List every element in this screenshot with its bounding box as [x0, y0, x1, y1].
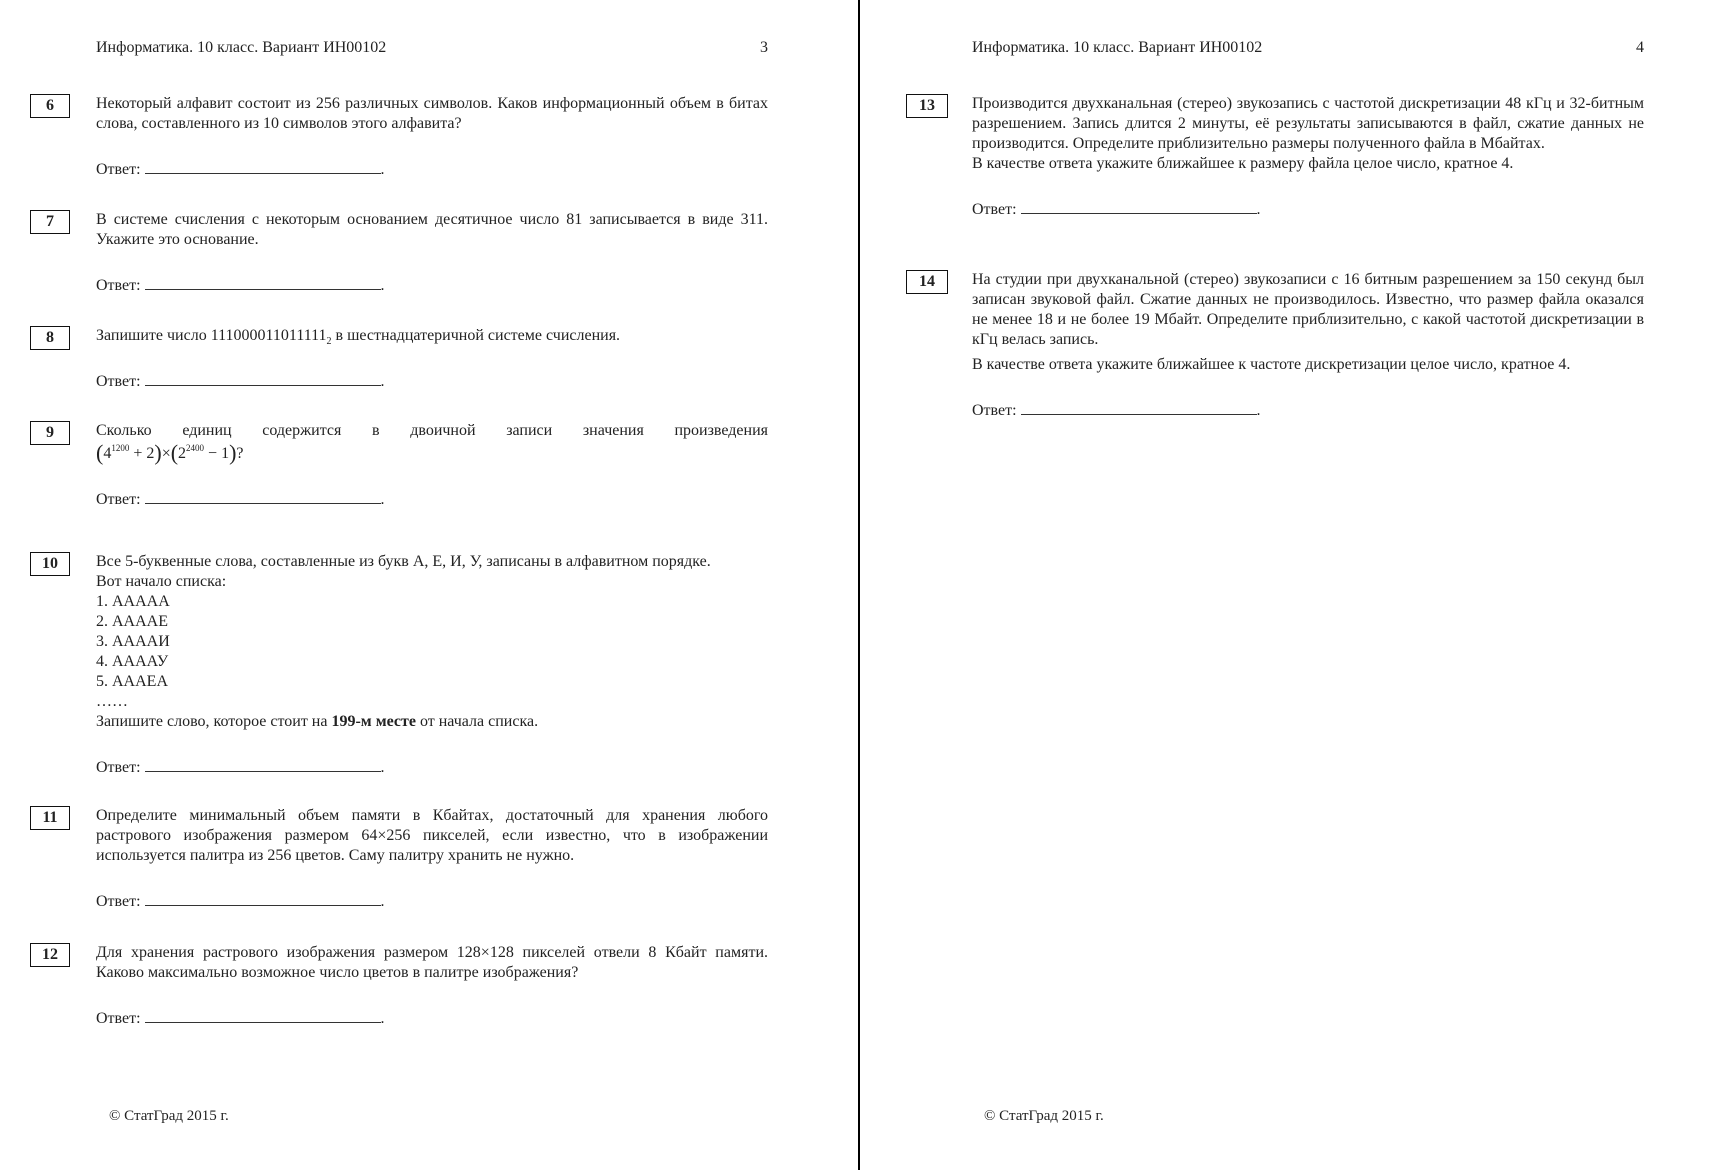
answer-label: Ответ:	[972, 402, 1017, 419]
task-text: Вот начало списка:	[96, 573, 227, 590]
task-text: Определите минимальный объем памяти в Кбайтах, достаточный для хранения любого растрового изображения размером 64×256 пикселей, если известно, что в изображении используется палитра из 256 цветов. Саму палитру хранить не нужно.	[96, 807, 768, 864]
answer-field[interactable]	[145, 891, 381, 906]
answer-label: Ответ:	[96, 491, 141, 508]
answer-row: Ответ: .	[96, 759, 385, 776]
answer-label: Ответ:	[96, 759, 141, 776]
header-title: Информатика. 10 класс. Вариант ИН00102	[96, 39, 387, 56]
task-text: Производится двухканальная (стерео) звукозапись с частотой дискретизации 48 кГц и 32-битным разрешением. Запись длится 2 минуты, её результаты записываются в файл, сжатие данных не производится. Определите приблизительно размеры полученного файла в Мбайтах.	[972, 95, 1644, 152]
word-list	[96, 592, 768, 712]
task-text: В системе счисления с некоторым основанием десятичное число 81 записывается в виде 311. Укажите это основание.	[96, 211, 768, 248]
base-subscript: 2	[326, 336, 332, 348]
answer-label: Ответ:	[96, 161, 141, 178]
task-formula: $(4^{1200} + 2)\times(2^{2400} - 1)$?	[96, 440, 244, 465]
task-text: На студии при двухканальной (стерео) звукозаписи с 16 битным разрешением за 150 секунд был записан звуковой файл. Сжатие данных не производилось. Известно, что размер файла оказался не менее 18 и не более 19 Мбайт. Определите приблизительно, с какой частотой дискретизации в кГц велась запись.	[972, 271, 1644, 348]
list-item: 2. ААААЕ	[96, 613, 168, 630]
task-number-box: 12	[30, 943, 70, 967]
answer-label: Ответ:	[96, 893, 141, 910]
task-number-box: 11	[30, 806, 70, 830]
answer-row: Ответ: .	[96, 161, 385, 178]
answer-field[interactable]	[145, 489, 381, 504]
answer-field[interactable]	[145, 275, 381, 290]
task-text: Сколько единиц содержится в двоичной записи значения произведения	[96, 422, 768, 439]
answer-label: Ответ:	[96, 277, 141, 294]
answer-field[interactable]	[145, 159, 381, 174]
task-number-box: 9	[30, 421, 70, 445]
answer-field[interactable]	[1021, 400, 1257, 415]
list-item: 3. ААААИ	[96, 633, 170, 650]
list-ellipsis: ……	[96, 693, 128, 710]
page-right	[860, 0, 1718, 1170]
page-number: 3	[760, 39, 768, 56]
answer-row: Ответ: .	[972, 201, 1261, 218]
answer-row: Ответ: .	[96, 1010, 385, 1027]
page-number: 4	[1636, 39, 1644, 56]
page-header	[972, 38, 1644, 58]
task-text: Некоторый алфавит состоит из 256 различных символов. Каков информационный объем в битах слова, составленного из 10 символов этого алфавита?	[96, 95, 768, 132]
list-item: 5. АААЕА	[96, 673, 168, 690]
answer-row: Ответ: .	[96, 277, 385, 294]
page-footer: © СтатГрад 2015 г.	[109, 1108, 229, 1124]
task-question: Запишите слово, которое стоит на 199-м месте от начала списка.	[96, 713, 539, 730]
list-item: 4. ААААУ	[96, 653, 169, 670]
task-text: Запишите число $111000011011111_2$ в шестнадцатеричной системе счисления.	[96, 327, 621, 348]
answer-row: Ответ: .	[972, 402, 1261, 419]
task-hint: В качестве ответа укажите ближайшее к частоте дискретизации целое число, кратное 4.	[972, 356, 1571, 373]
answer-row: Ответ: .	[96, 373, 385, 390]
task-hint: В качестве ответа укажите ближайшее к размеру файла целое число, кратное 4.	[972, 155, 1514, 172]
task-number-box: 6	[30, 94, 70, 118]
answer-row: Ответ: .	[96, 491, 385, 508]
list-item: 1. ААААА	[96, 593, 170, 610]
answer-field[interactable]	[145, 371, 381, 386]
task-number-box: 7	[30, 210, 70, 234]
task-number-box: 13	[906, 94, 948, 118]
answer-label: Ответ:	[96, 1010, 141, 1027]
page-footer: © СтатГрад 2015 г.	[984, 1108, 1104, 1124]
answer-row: Ответ: .	[96, 893, 385, 910]
task-text: Для хранения растрового изображения размером 128×128 пикселей отвели 8 Кбайт памяти. Каково максимально возможное число цветов в палитре изображения?	[96, 944, 768, 981]
answer-field[interactable]	[145, 757, 381, 772]
answer-field[interactable]	[145, 1008, 381, 1023]
answer-label: Ответ:	[972, 201, 1017, 218]
header-title: Информатика. 10 класс. Вариант ИН00102	[972, 39, 1263, 56]
answer-field[interactable]	[1021, 199, 1257, 214]
task-number-box: 10	[30, 552, 70, 576]
task-text: Все 5-буквенные слова, составленные из букв А, Е, И, У, записаны в алфавитном порядке.	[96, 553, 711, 570]
page-header	[96, 38, 768, 58]
task-number-box: 14	[906, 270, 948, 294]
page-left	[0, 0, 858, 1170]
answer-label: Ответ:	[96, 373, 141, 390]
task-number-box: 8	[30, 326, 70, 350]
